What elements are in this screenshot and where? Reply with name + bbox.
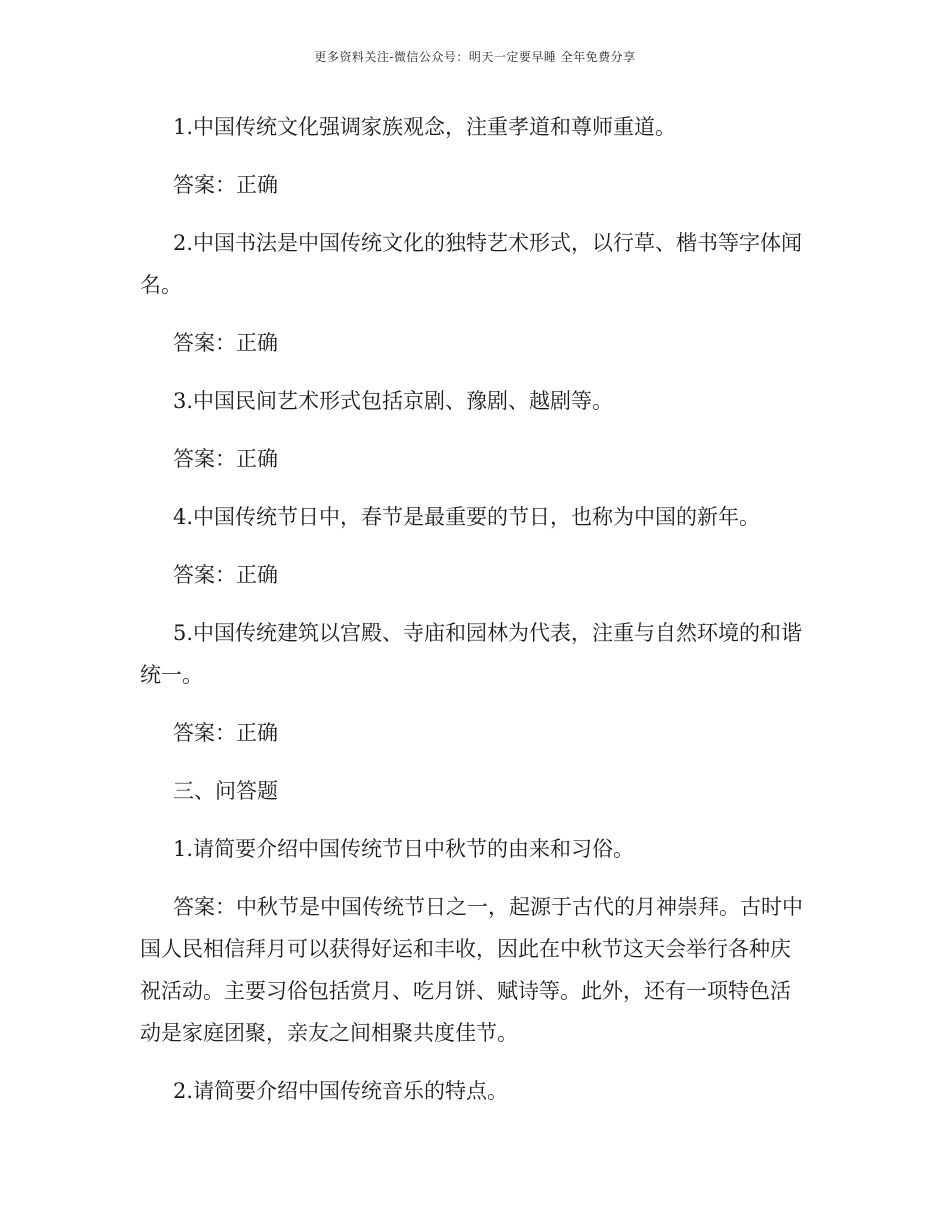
page-header: 更多资料关注-微信公众号：明天一定要早睡 全年免费分享 [314, 50, 636, 64]
question-tf-4: 4.中国传统节日中，春节是最重要的节日，也称为中国的新年。 [173, 505, 761, 529]
answer-tf-3: 答案：正确 [173, 447, 278, 471]
question-tf-3: 3.中国民间艺术形式包括京剧、豫剧、越剧等。 [173, 389, 614, 413]
answer-qa-1: 答案：中秋节是中国传统节日之一，起源于古代的月神崇拜。古时中国人民相信拜月可以获得好运和丰收，因此在中秋节这天会举行各种庆祝活动。主要习俗包括赏月、吃月饼、赋诗等。此外，还有一项特色活动是家庭团聚，亲友之间相聚共度佳节。 [140, 895, 803, 1045]
answer-tf-1: 答案：正确 [173, 173, 278, 197]
answer-tf-5: 答案：正确 [173, 721, 278, 745]
question-tf-5: 5.中国传统建筑以宫殿、寺庙和园林为代表，注重与自然环境的和谐统一。 [140, 621, 803, 687]
section-heading: 三、问答题 [173, 779, 278, 803]
question-tf-1: 1.中国传统文化强调家族观念，注重孝道和尊师重道。 [173, 115, 677, 139]
question-qa-1: 1.请简要介绍中国传统节日中秋节的由来和习俗。 [173, 837, 635, 861]
answer-tf-2: 答案：正确 [173, 331, 278, 355]
answer-tf-4: 答案：正确 [173, 563, 278, 587]
document-body [140, 106, 806, 1112]
question-tf-2: 2.中国书法是中国传统文化的独特艺术形式，以行草、楷书等字体闻名。 [140, 231, 803, 297]
question-qa-2: 2.请简要介绍中国传统音乐的特点。 [173, 1079, 509, 1103]
